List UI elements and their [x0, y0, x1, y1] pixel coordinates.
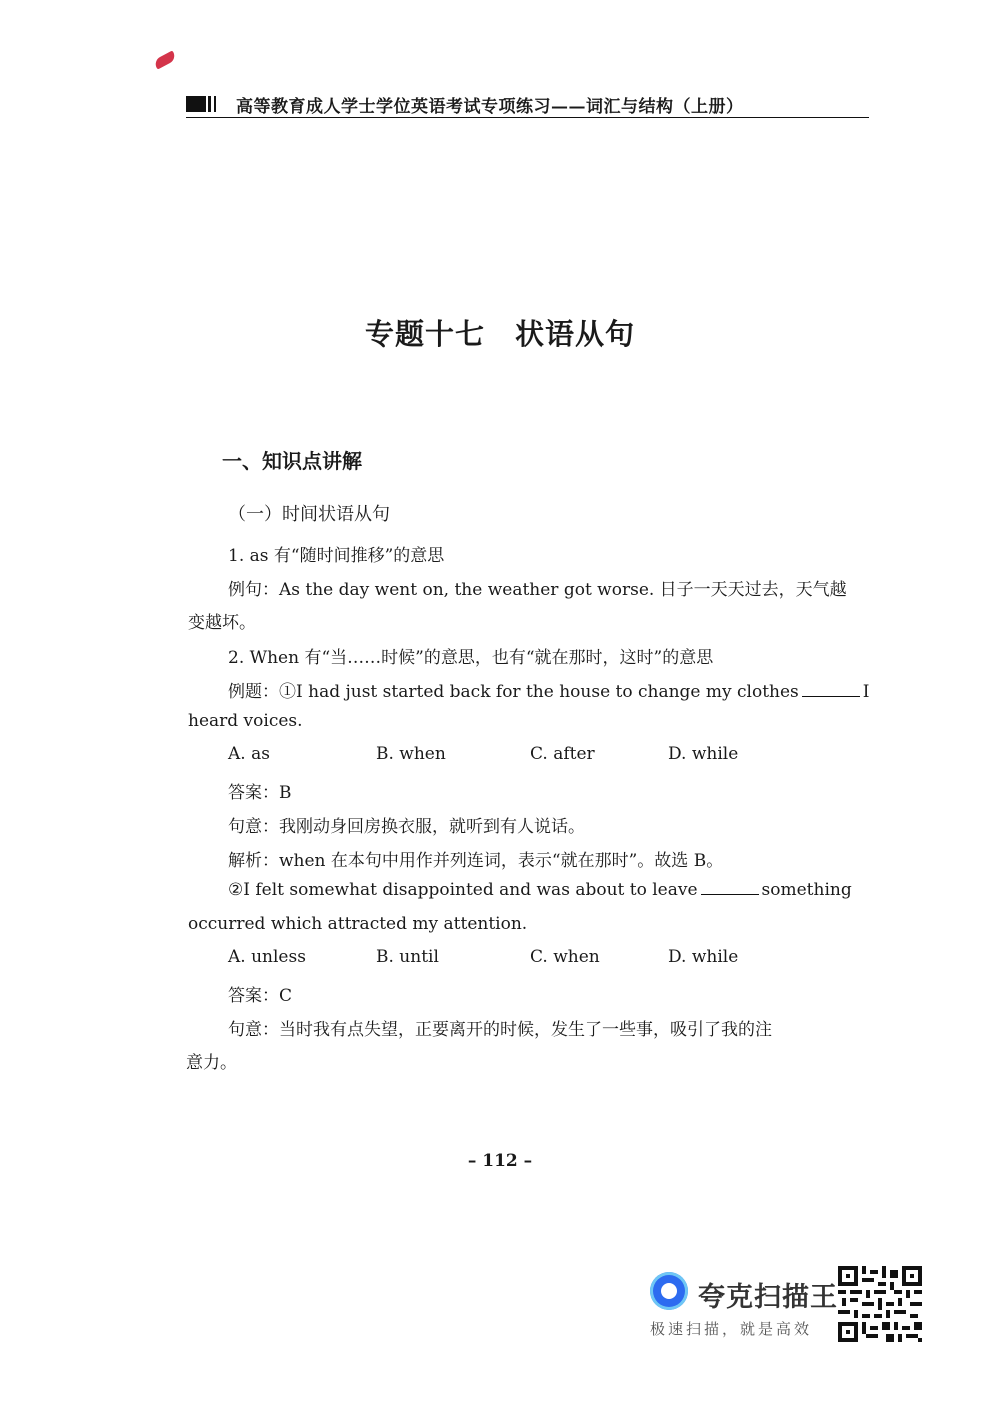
section-heading: 一、知识点讲解 — [222, 449, 362, 473]
q2-stem-line2: occurred which attracted my attention. — [188, 914, 528, 934]
q1-answer-blank — [802, 682, 860, 697]
header-bar-icon — [214, 96, 216, 112]
q1-option-a: A. as — [228, 744, 270, 764]
q2-meaning-line2: 意力。 — [186, 1053, 237, 1073]
q1-option-c: C. after — [530, 744, 595, 764]
q2-answer: 答案：C — [228, 986, 293, 1006]
watermark-slogan: 极速扫描，就是高效 — [650, 1320, 813, 1338]
point2-heading: 2. When 有“当……时候”的意思，也有“就在那时，这时”的意思 — [228, 648, 714, 668]
scan-mark — [153, 50, 177, 69]
q1-stem-line2: heard voices. — [188, 711, 303, 731]
header-block-icon — [186, 96, 206, 112]
point1-example-line1: 例句：As the day went on, the weather got worse. 日子一天天过去，天气越 — [228, 580, 847, 600]
q1-meaning: 句意：我刚动身回房换衣服，就听到有人说话。 — [228, 817, 585, 837]
q2-option-a: A. unless — [228, 947, 306, 967]
header-bar-icon — [208, 96, 211, 112]
subsection-heading: （一）时间状语从句 — [228, 504, 390, 525]
header-rule — [186, 117, 869, 118]
q1-option-d: D. while — [668, 744, 739, 764]
running-header-title: 高等教育成人学士学位英语考试专项练习——词汇与结构（上册） — [236, 97, 744, 117]
q2-stem-tail: something — [761, 880, 852, 900]
page-number: – 112 – — [467, 1151, 533, 1171]
point1-heading: 1. as 有“随时间推移”的意思 — [228, 546, 445, 566]
q2-stem-text: ②I felt somewhat disappointed and was about to leave — [228, 880, 698, 900]
q2-option-b: B. until — [376, 947, 439, 967]
q1-analysis: 解析：when 在本句中用作并列连词，表示“就在那时”。故选 B。 — [228, 851, 724, 871]
chapter-title: 专题十七 状语从句 — [364, 317, 635, 351]
q1-option-b: B. when — [376, 744, 446, 764]
q2-answer-blank — [701, 880, 759, 895]
q2-stem — [228, 880, 852, 900]
q1-answer: 答案：B — [228, 783, 292, 803]
q1-stem-tail: I — [862, 682, 870, 702]
q2-meaning-line1: 句意：当时我有点失望，正要离开的时候，发生了一些事，吸引了我的注 — [228, 1020, 772, 1040]
q1-stem-text: 例题：①I had just started back for the house to change my clothes — [228, 682, 799, 702]
quark-logo-icon — [650, 1272, 688, 1310]
watermark-app-name: 夸克扫描王 — [698, 1282, 838, 1313]
qr-code-icon — [838, 1266, 922, 1342]
point1-example-line2: 变越坏。 — [188, 613, 256, 633]
q2-option-c: C. when — [530, 947, 600, 967]
q1-stem — [228, 677, 870, 702]
q2-option-d: D. while — [668, 947, 739, 967]
